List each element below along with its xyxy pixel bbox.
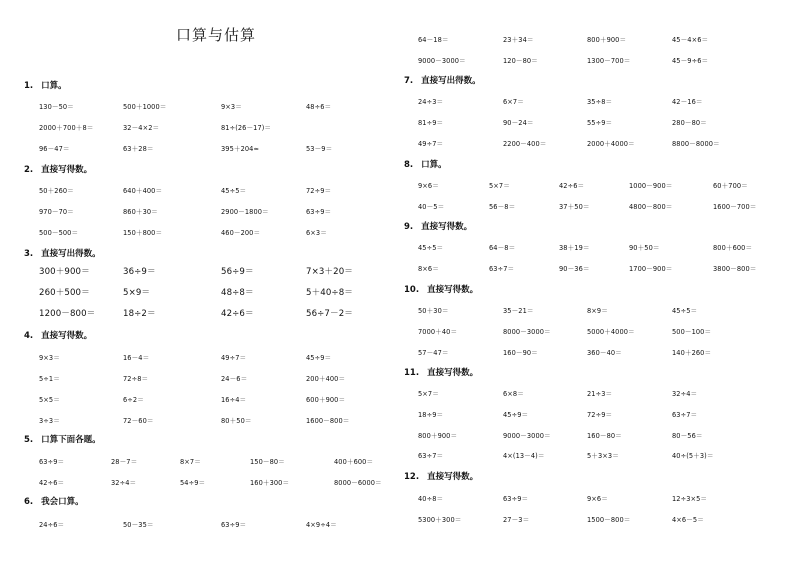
- arithmetic-problem: 1600－800＝: [306, 417, 350, 425]
- section-title: 口算下面各题。: [41, 435, 101, 445]
- arithmetic-problem: 260＋500＝: [39, 288, 90, 298]
- arithmetic-problem: 640＋400＝: [123, 187, 163, 195]
- arithmetic-problem: 160＋300＝: [250, 479, 290, 487]
- arithmetic-problem: 63÷7＝: [672, 411, 698, 419]
- arithmetic-problem: 40÷(5＋3)＝: [672, 452, 714, 460]
- arithmetic-problem: 800＋600＝: [713, 244, 753, 252]
- arithmetic-problem: 16－4＝: [123, 354, 150, 362]
- arithmetic-problem: 81÷(26－17)＝: [221, 124, 272, 132]
- section-number: 6.: [24, 497, 34, 507]
- arithmetic-problem: 8000－3000＝: [503, 328, 551, 336]
- arithmetic-problem: 42÷6＝: [221, 309, 254, 319]
- section-number: 10.: [404, 285, 420, 295]
- section-number: 5.: [24, 435, 34, 445]
- arithmetic-problem: 96－47＝: [39, 145, 70, 153]
- arithmetic-problem: 45－4×6＝: [672, 36, 709, 44]
- section-heading: [24, 433, 101, 445]
- section-title: 口算。: [421, 160, 447, 170]
- section-number: 1.: [24, 81, 34, 91]
- arithmetic-problem: 5×9＝: [123, 288, 151, 298]
- arithmetic-problem: 8000－6000＝: [334, 479, 382, 487]
- arithmetic-problem: 35－21＝: [503, 307, 534, 315]
- arithmetic-problem: 50＋30＝: [418, 307, 449, 315]
- arithmetic-problem: 27－3＝: [503, 516, 530, 524]
- arithmetic-problem: 400＋600＝: [334, 458, 374, 466]
- section-number: 9.: [404, 222, 414, 232]
- arithmetic-problem: 4800－800＝: [629, 203, 673, 211]
- arithmetic-problem: 5000＋4000＝: [587, 328, 635, 336]
- arithmetic-problem: 395＋204≈: [221, 145, 260, 153]
- arithmetic-problem: 8×7＝: [180, 458, 201, 466]
- arithmetic-problem: 45÷5＝: [221, 187, 247, 195]
- section-number: 7.: [404, 76, 414, 86]
- arithmetic-problem: 4×9÷4＝: [306, 521, 337, 529]
- arithmetic-problem: 37＋50＝: [559, 203, 590, 211]
- arithmetic-problem: 57－47＝: [418, 349, 449, 357]
- section-number: 8.: [404, 160, 414, 170]
- arithmetic-problem: 8800－8000＝: [672, 140, 720, 148]
- arithmetic-problem: 150－80＝: [250, 458, 285, 466]
- section-number: 4.: [24, 331, 34, 341]
- section-title: 直接写出得数。: [41, 249, 101, 259]
- arithmetic-problem: 970－70＝: [39, 208, 74, 216]
- arithmetic-problem: 45－9÷6＝: [672, 57, 709, 65]
- arithmetic-problem: 500－500＝: [39, 229, 79, 237]
- arithmetic-problem: 6×7＝: [503, 98, 524, 106]
- arithmetic-problem: 48÷8＝: [221, 288, 254, 298]
- arithmetic-problem: 1700－900＝: [629, 265, 673, 273]
- arithmetic-problem: 5＋40÷8＝: [306, 288, 353, 298]
- arithmetic-problem: 18÷2＝: [123, 309, 156, 319]
- section-title: 直接写得数。: [427, 472, 479, 482]
- arithmetic-problem: 35÷8＝: [587, 98, 613, 106]
- section-title: 直接写得数。: [41, 331, 93, 341]
- arithmetic-problem: 36÷9＝: [123, 267, 156, 277]
- arithmetic-problem: 2900－1800＝: [221, 208, 269, 216]
- arithmetic-problem: 72÷8＝: [123, 375, 149, 383]
- arithmetic-problem: 600＋900＝: [306, 396, 346, 404]
- arithmetic-problem: 800＋900＝: [587, 36, 627, 44]
- arithmetic-problem: 24÷3＝: [418, 98, 444, 106]
- arithmetic-problem: 860＋30＝: [123, 208, 158, 216]
- arithmetic-problem: 40－5＝: [418, 203, 445, 211]
- arithmetic-problem: 9000－3000＝: [418, 57, 466, 65]
- arithmetic-problem: 56÷9＝: [221, 267, 254, 277]
- arithmetic-problem: 63＋28＝: [123, 145, 154, 153]
- section-number: 11.: [404, 368, 420, 378]
- arithmetic-problem: 1300－700＝: [587, 57, 631, 65]
- arithmetic-problem: 90－36＝: [559, 265, 590, 273]
- arithmetic-problem: 64－8＝: [489, 244, 516, 252]
- arithmetic-problem: 6÷2＝: [123, 396, 144, 404]
- arithmetic-problem: 21÷3＝: [587, 390, 613, 398]
- arithmetic-problem: 72÷9＝: [587, 411, 613, 419]
- arithmetic-problem: 800＋900＝: [418, 432, 458, 440]
- arithmetic-problem: 1500－800＝: [587, 516, 631, 524]
- arithmetic-problem: 6×3＝: [306, 229, 327, 237]
- arithmetic-problem: 63÷7＝: [418, 452, 444, 460]
- arithmetic-problem: 150＋800＝: [123, 229, 163, 237]
- arithmetic-problem: 5×7＝: [418, 390, 439, 398]
- arithmetic-problem: 4×(13－4)＝: [503, 452, 545, 460]
- arithmetic-problem: 16÷4＝: [221, 396, 247, 404]
- arithmetic-problem: 63÷7＝: [489, 265, 515, 273]
- section-title: 直接写得数。: [427, 285, 479, 295]
- arithmetic-problem: 7000＋40＝: [418, 328, 458, 336]
- section-heading: [404, 283, 478, 295]
- arithmetic-problem: 9×3＝: [221, 103, 242, 111]
- arithmetic-problem: 63÷9＝: [503, 495, 529, 503]
- arithmetic-problem: 90－24＝: [503, 119, 534, 127]
- arithmetic-problem: 130－50＝: [39, 103, 74, 111]
- arithmetic-problem: 42÷6＝: [559, 182, 585, 190]
- arithmetic-problem: 50＋260＝: [39, 187, 74, 195]
- arithmetic-problem: 80－56＝: [672, 432, 703, 440]
- arithmetic-problem: 5×5＝: [39, 396, 60, 404]
- arithmetic-problem: 42÷6＝: [39, 479, 65, 487]
- section-heading: [24, 163, 92, 175]
- arithmetic-problem: 38＋19＝: [559, 244, 590, 252]
- arithmetic-problem: 32÷4＝: [672, 390, 698, 398]
- arithmetic-problem: 24÷6＝: [39, 521, 65, 529]
- arithmetic-problem: 50－35＝: [123, 521, 154, 529]
- arithmetic-problem: 5×7＝: [489, 182, 510, 190]
- arithmetic-problem: 1000－900＝: [629, 182, 673, 190]
- arithmetic-problem: 9×3＝: [39, 354, 60, 362]
- arithmetic-problem: 49÷7＝: [418, 140, 444, 148]
- section-title: 直接写得数。: [421, 222, 473, 232]
- arithmetic-problem: 120－80＝: [503, 57, 538, 65]
- arithmetic-problem: 300＋900＝: [39, 267, 90, 277]
- arithmetic-problem: 55÷9＝: [587, 119, 613, 127]
- arithmetic-problem: 60＋700＝: [713, 182, 748, 190]
- arithmetic-problem: 2000＋700＋8＝: [39, 124, 94, 132]
- arithmetic-problem: 3800－800＝: [713, 265, 757, 273]
- arithmetic-problem: 45÷9＝: [503, 411, 529, 419]
- arithmetic-problem: 63÷9＝: [39, 458, 65, 466]
- arithmetic-problem: 5÷1＝: [39, 375, 60, 383]
- arithmetic-problem: 1200－800＝: [39, 309, 96, 319]
- arithmetic-problem: 4×6－5＝: [672, 516, 704, 524]
- arithmetic-problem: 81÷9＝: [418, 119, 444, 127]
- arithmetic-problem: 63÷9＝: [221, 521, 247, 529]
- arithmetic-problem: 49÷7＝: [221, 354, 247, 362]
- arithmetic-problem: 72－60＝: [123, 417, 154, 425]
- section-heading: [404, 470, 478, 482]
- arithmetic-problem: 45÷5＝: [418, 244, 444, 252]
- section-title: 直接写得数。: [41, 165, 93, 175]
- section-heading: [24, 329, 92, 341]
- arithmetic-problem: 32÷4＝: [111, 479, 137, 487]
- arithmetic-problem: 7×3＋20＝: [306, 267, 353, 277]
- arithmetic-problem: 360－40＝: [587, 349, 622, 357]
- section-heading: [24, 79, 67, 91]
- section-heading: [404, 74, 481, 86]
- arithmetic-problem: 72÷9＝: [306, 187, 332, 195]
- section-title: 直接写得数。: [427, 368, 479, 378]
- arithmetic-problem: 53－9＝: [306, 145, 333, 153]
- section-heading: [404, 158, 447, 170]
- arithmetic-problem: 160－90＝: [503, 349, 538, 357]
- arithmetic-problem: 8×6＝: [418, 265, 439, 273]
- page-title: 口算与估算: [176, 26, 257, 44]
- section-title: 口算。: [41, 81, 67, 91]
- section-heading: [404, 366, 478, 378]
- arithmetic-problem: 9×6＝: [418, 182, 439, 190]
- arithmetic-problem: 3÷3＝: [39, 417, 60, 425]
- arithmetic-problem: 24－6＝: [221, 375, 248, 383]
- arithmetic-problem: 64－18＝: [418, 36, 449, 44]
- section-number: 2.: [24, 165, 34, 175]
- arithmetic-problem: 45÷9＝: [306, 354, 332, 362]
- arithmetic-problem: 460－200＝: [221, 229, 261, 237]
- section-heading: [404, 220, 472, 232]
- arithmetic-problem: 40÷8＝: [418, 495, 444, 503]
- section-title: 我会口算。: [41, 497, 84, 507]
- arithmetic-problem: 23＋34＝: [503, 36, 534, 44]
- arithmetic-problem: 9×6＝: [587, 495, 608, 503]
- arithmetic-problem: 6×8＝: [503, 390, 524, 398]
- arithmetic-problem: 48÷6＝: [306, 103, 332, 111]
- arithmetic-problem: 500－100＝: [672, 328, 712, 336]
- arithmetic-problem: 42－16＝: [672, 98, 703, 106]
- arithmetic-problem: 63÷9＝: [306, 208, 332, 216]
- arithmetic-problem: 200＋400＝: [306, 375, 346, 383]
- arithmetic-problem: 1600－700＝: [713, 203, 757, 211]
- section-heading: [24, 495, 84, 507]
- arithmetic-problem: 280－80＝: [672, 119, 707, 127]
- section-number: 12.: [404, 472, 420, 482]
- arithmetic-problem: 160－80＝: [587, 432, 622, 440]
- arithmetic-problem: 2000＋4000＝: [587, 140, 635, 148]
- arithmetic-problem: 32－4×2＝: [123, 124, 160, 132]
- arithmetic-problem: 45÷5＝: [672, 307, 698, 315]
- arithmetic-problem: 56－8＝: [489, 203, 516, 211]
- section-heading: [24, 247, 101, 259]
- arithmetic-problem: 5＋3×3＝: [587, 452, 619, 460]
- arithmetic-problem: 9000－3000＝: [503, 432, 551, 440]
- section-title: 直接写出得数。: [421, 76, 481, 86]
- arithmetic-problem: 56÷7－2＝: [306, 309, 353, 319]
- arithmetic-problem: 5300＋300＝: [418, 516, 462, 524]
- arithmetic-problem: 500＋1000＝: [123, 103, 167, 111]
- arithmetic-problem: 54÷9＝: [180, 479, 206, 487]
- arithmetic-problem: 28－7＝: [111, 458, 138, 466]
- arithmetic-problem: 140＋260＝: [672, 349, 712, 357]
- arithmetic-problem: 12÷3×5＝: [672, 495, 708, 503]
- arithmetic-problem: 90＋50＝: [629, 244, 660, 252]
- arithmetic-problem: 8×9＝: [587, 307, 608, 315]
- arithmetic-problem: 2200－400＝: [503, 140, 547, 148]
- arithmetic-problem: 18÷9＝: [418, 411, 444, 419]
- section-number: 3.: [24, 249, 34, 259]
- arithmetic-problem: 80＋50＝: [221, 417, 252, 425]
